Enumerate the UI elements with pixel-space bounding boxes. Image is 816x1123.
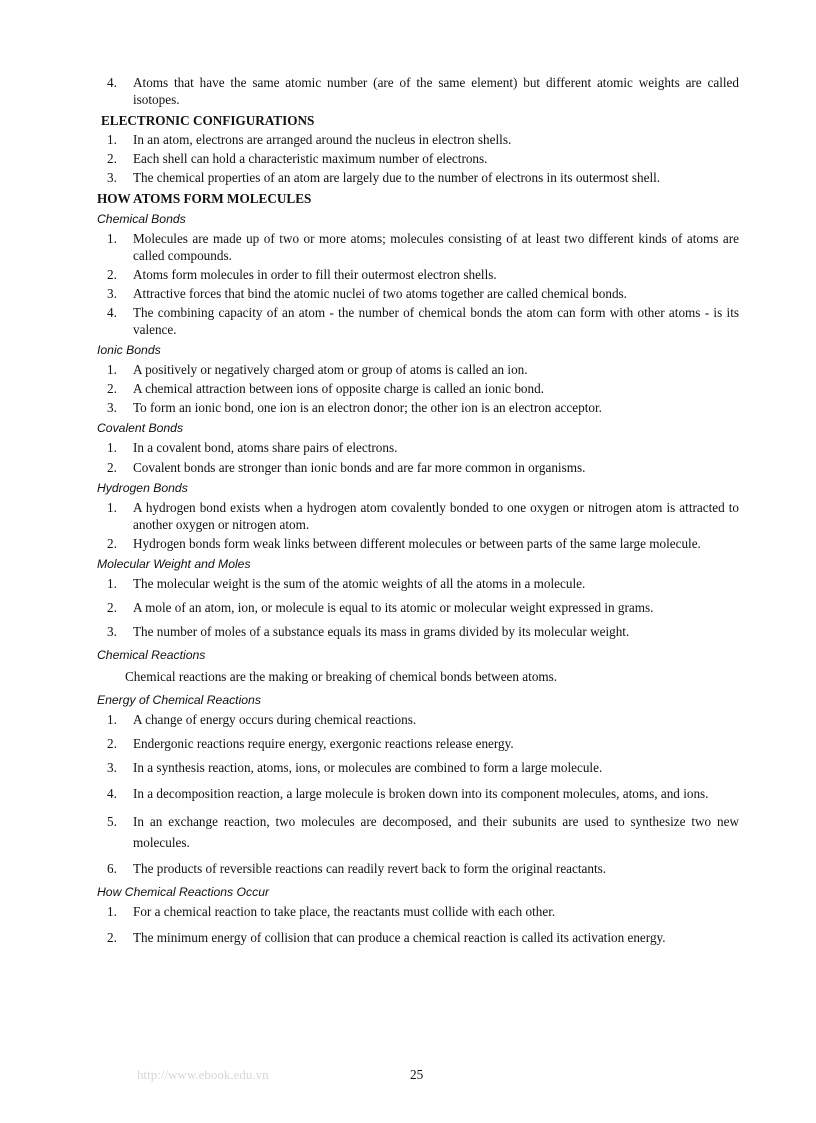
list-item xyxy=(97,150,739,167)
item-number: 2. xyxy=(107,460,117,475)
footer-url-watermark: http://www.ebook.edu.vn xyxy=(137,1067,269,1082)
subheading-hydrogen-bonds: Hydrogen Bonds xyxy=(97,481,188,495)
item-number: 1. xyxy=(107,362,117,377)
item-number: 2. xyxy=(107,151,117,166)
list-item xyxy=(97,380,739,397)
hydrogen-bonds-list xyxy=(97,499,739,552)
item-number: 1. xyxy=(107,231,117,246)
item-text: Covalent bonds are stronger than ionic bonds and are far more common in organisms. xyxy=(133,460,586,475)
covalent-bonds-list xyxy=(97,439,739,476)
item-number: 4. xyxy=(107,786,117,801)
item-text: Each shell can hold a characteristic maximum number of electrons. xyxy=(133,151,488,166)
item-number: 6. xyxy=(107,861,117,876)
list-item xyxy=(97,131,739,148)
list-item xyxy=(97,285,739,302)
item-number: 4. xyxy=(107,75,117,90)
energy-list xyxy=(97,711,739,877)
section-heading-how-atoms-form-molecules: HOW ATOMS FORM MOLECULES xyxy=(97,191,312,206)
list-item xyxy=(97,903,739,920)
item-text: Hydrogen bonds form weak links between different molecules or between parts of the same large molecule. xyxy=(133,536,701,551)
item-text: For a chemical reaction to take place, the reactants must collide with each other. xyxy=(133,904,556,919)
list-item xyxy=(97,266,739,283)
ionic-bonds-list xyxy=(97,361,739,416)
list-item xyxy=(97,735,739,752)
item-text: A chemical attraction between ions of opposite charge is called an ionic bond. xyxy=(133,381,545,396)
item-number: 1. xyxy=(107,904,117,919)
subheading-how-chemical-reactions-occur: How Chemical Reactions Occur xyxy=(97,885,270,899)
item-text: In a covalent bond, atoms share pairs of electrons. xyxy=(133,440,398,455)
item-number: 2. xyxy=(107,600,117,615)
item-text: A mole of an atom, ion, or molecule is equal to its atomic or molecular weight expressed in grams. xyxy=(133,600,654,615)
list-item xyxy=(97,399,739,416)
list-item xyxy=(97,759,739,776)
item-text: The molecular weight is the sum of the atomic weights of all the atoms in a molecule. xyxy=(133,576,586,591)
item-text: Attractive forces that bind the atomic nuclei of two atoms together are called chemical bonds. xyxy=(133,286,627,301)
list-item xyxy=(97,535,739,552)
item-text: In a decomposition reaction, a large molecule is broken down into its component molecules, atoms, and ions. xyxy=(133,786,709,801)
item-text: The chemical properties of an atom are largely due to the number of electrons in its outermost shell. xyxy=(133,170,661,185)
item-text: Atoms form molecules in order to fill their outermost electron shells. xyxy=(133,267,497,282)
item-number: 1. xyxy=(107,132,117,147)
item-text: To form an ionic bond, one ion is an electron donor; the other ion is an electron acceptor. xyxy=(133,400,602,415)
list-item xyxy=(97,783,739,804)
item-number: 2. xyxy=(107,736,117,751)
electronic-configurations-list xyxy=(97,131,739,186)
list-item xyxy=(97,459,739,476)
item-text: The number of moles of a substance equals its mass in grams divided by its molecular weight. xyxy=(133,624,630,639)
item-text: The minimum energy of collision that can produce a chemical reaction is called its activation energy. xyxy=(133,930,666,945)
list-item xyxy=(97,74,739,108)
subheading-chemical-reactions: Chemical Reactions xyxy=(97,648,206,662)
item-text: Molecules are made up of two or more atoms; molecules consisting of at least two different kinds of atoms are called compounds. xyxy=(133,231,739,263)
list-item xyxy=(97,499,739,533)
list-item xyxy=(97,230,739,264)
chemical-reactions-paragraph: Chemical reactions are the making or breaking of chemical bonds between atoms. xyxy=(125,669,558,684)
list-item xyxy=(97,599,739,616)
list-item xyxy=(97,811,739,853)
item-text: Atoms that have the same atomic number (are of the same element) but different atomic weights are called isotopes. xyxy=(133,75,739,107)
item-number: 2. xyxy=(107,930,117,945)
how-occur-list xyxy=(97,903,739,948)
item-number: 4. xyxy=(107,305,117,320)
page-content xyxy=(97,74,739,948)
page-number: 25 xyxy=(410,1067,424,1082)
chemical-bonds-list xyxy=(97,230,739,338)
list-item xyxy=(97,575,739,592)
item-text: The combining capacity of an atom - the number of chemical bonds the atom can form with other atoms - is its valence. xyxy=(133,305,739,337)
list-item xyxy=(97,361,739,378)
item-text: In a synthesis reaction, atoms, ions, or molecules are combined to form a large molecule. xyxy=(133,760,603,775)
item-number: 3. xyxy=(107,170,117,185)
item-number: 1. xyxy=(107,440,117,455)
item-number: 2. xyxy=(107,267,117,282)
item-text: In an exchange reaction, two molecules are decomposed, and their subunits are used to synthesize two new molecules. xyxy=(133,814,739,850)
list-item xyxy=(97,169,739,186)
molecular-weight-list xyxy=(97,575,739,640)
item-text: A hydrogen bond exists when a hydrogen atom covalently bonded to one oxygen or nitrogen atom is attracted to another oxygen or nitrogen atom. xyxy=(133,500,739,532)
subheading-covalent-bonds: Covalent Bonds xyxy=(97,421,184,435)
list-item xyxy=(97,860,739,877)
item-number: 2. xyxy=(107,536,117,551)
section-heading-electronic-configurations: ELECTRONIC CONFIGURATIONS xyxy=(101,113,315,128)
list-item xyxy=(97,623,739,640)
item-text: A change of energy occurs during chemical reactions. xyxy=(133,712,417,727)
item-number: 1. xyxy=(107,712,117,727)
item-number: 3. xyxy=(107,760,117,775)
item-number: 5. xyxy=(107,814,117,829)
subheading-molecular-weight: Molecular Weight and Moles xyxy=(97,557,251,571)
item-number: 2. xyxy=(107,381,117,396)
item-text: A positively or negatively charged atom or group of atoms is called an ion. xyxy=(133,362,528,377)
item-number: 3. xyxy=(107,286,117,301)
subheading-energy-of-chemical-reactions: Energy of Chemical Reactions xyxy=(97,693,261,707)
item-text: Endergonic reactions require energy, exergonic reactions release energy. xyxy=(133,736,514,751)
list-item xyxy=(97,439,739,456)
item-number: 3. xyxy=(107,624,117,639)
item-number: 1. xyxy=(107,500,117,515)
list-item xyxy=(97,711,739,728)
list-item xyxy=(97,927,739,948)
item-text: The products of reversible reactions can readily revert back to form the original reactants. xyxy=(133,861,607,876)
item-number: 3. xyxy=(107,400,117,415)
item-number: 1. xyxy=(107,576,117,591)
item-text: In an atom, electrons are arranged around the nucleus in electron shells. xyxy=(133,132,512,147)
list-item xyxy=(97,304,739,338)
subheading-ionic-bonds: Ionic Bonds xyxy=(97,343,161,357)
subheading-chemical-bonds: Chemical Bonds xyxy=(97,212,186,226)
